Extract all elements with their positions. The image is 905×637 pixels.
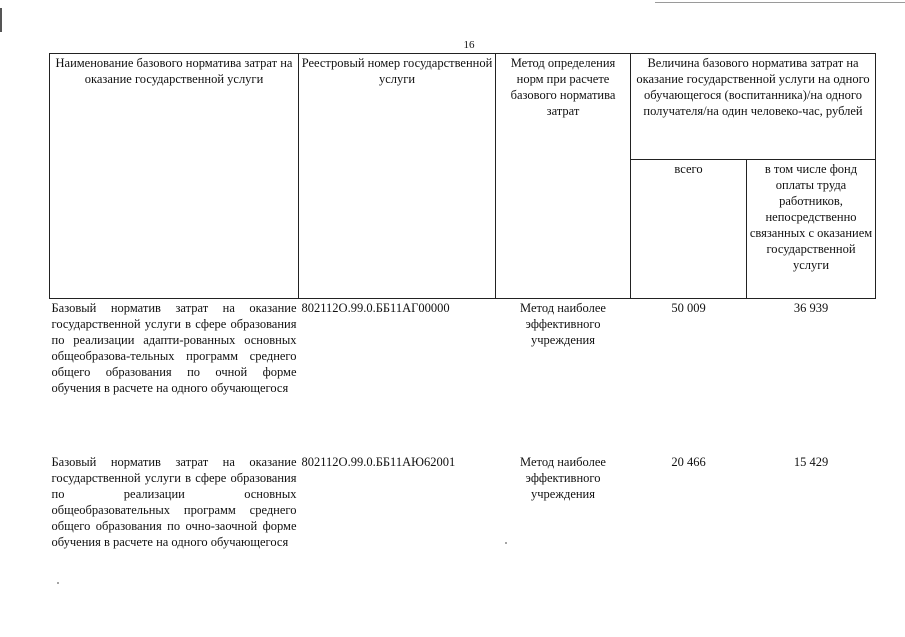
scan-top-line	[655, 2, 905, 3]
header-payroll: в том числе фонд оплаты труда работников, непосредственно связанных с оказанием государственной услуги	[747, 160, 876, 299]
payroll-cell: 15 429	[793, 455, 829, 469]
registry-number-cell: 802112О.99.0.ББ11АЮ62001	[301, 455, 456, 469]
total-cell: 50 009	[671, 301, 706, 315]
scan-speck	[505, 542, 507, 544]
normative-cost-table	[49, 53, 876, 574]
header-normative-amount: Величина базового норматива затрат на оказание государственной услуги на одного обучающегося (воспитанника)/на одного получателя/на один человеко-час, рублей	[631, 54, 876, 160]
method-cell: Метод наиболее эффективного учреждения	[520, 455, 606, 501]
header-method: Метод определения норм при расчете базового норматива затрат	[496, 54, 631, 299]
scan-speck	[57, 582, 59, 584]
table-row	[50, 453, 876, 574]
table-header-row-1	[50, 54, 876, 160]
service-name-cell: Базовый норматив затрат на оказание государственной услуги в сфере образования по реализации адапти-рованных основных общеобразова-тельных программ среднего общего образования по очной форме обучения в расчете на одного обучающегося	[51, 301, 297, 395]
method-cell: Метод наиболее эффективного учреждения	[520, 301, 606, 347]
payroll-cell: 36 939	[793, 301, 829, 315]
header-service-name: Наименование базового норматива затрат на оказание государственной услуги	[50, 54, 299, 299]
scan-edge-mark	[0, 8, 2, 32]
header-total: всего	[631, 160, 747, 299]
header-registry-number: Реестровый номер государственной услуги	[299, 54, 496, 299]
registry-number-cell: 802112О.99.0.ББ11АГ00000	[301, 301, 450, 315]
service-name-cell: Базовый норматив затрат на оказание государственной услуги в сфере образования по реализации основных общеобразовательных программ среднего общего образования по очно-заочной форме обучения в расчете на одного обучающегося	[51, 455, 297, 549]
page-number: 16	[463, 39, 475, 51]
table-row	[50, 299, 876, 454]
total-cell: 20 466	[671, 455, 706, 469]
